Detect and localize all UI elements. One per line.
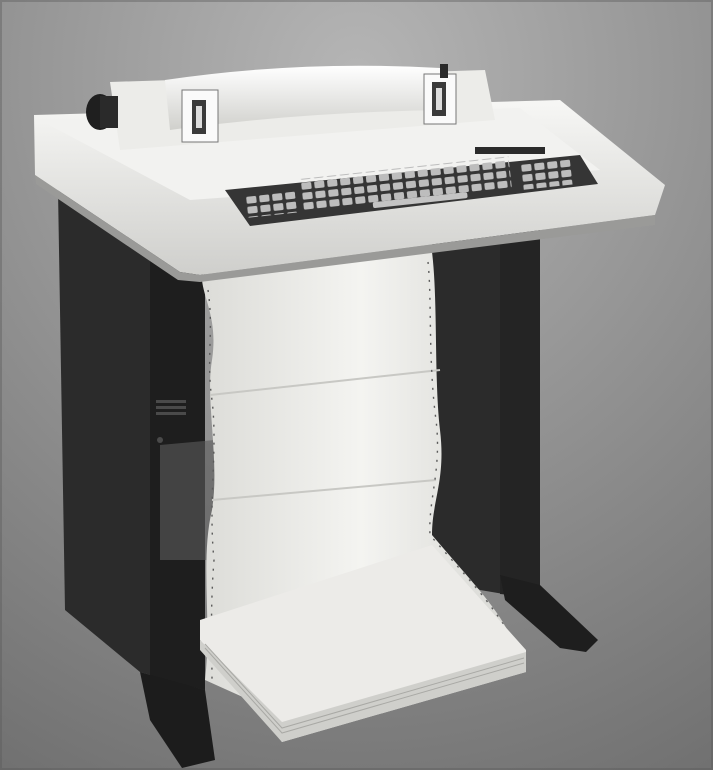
- status-indicator: [475, 147, 545, 154]
- stand-right-panel-shade: [500, 228, 540, 598]
- tractor-left-icon: [182, 90, 218, 142]
- stand-interior: [160, 440, 215, 560]
